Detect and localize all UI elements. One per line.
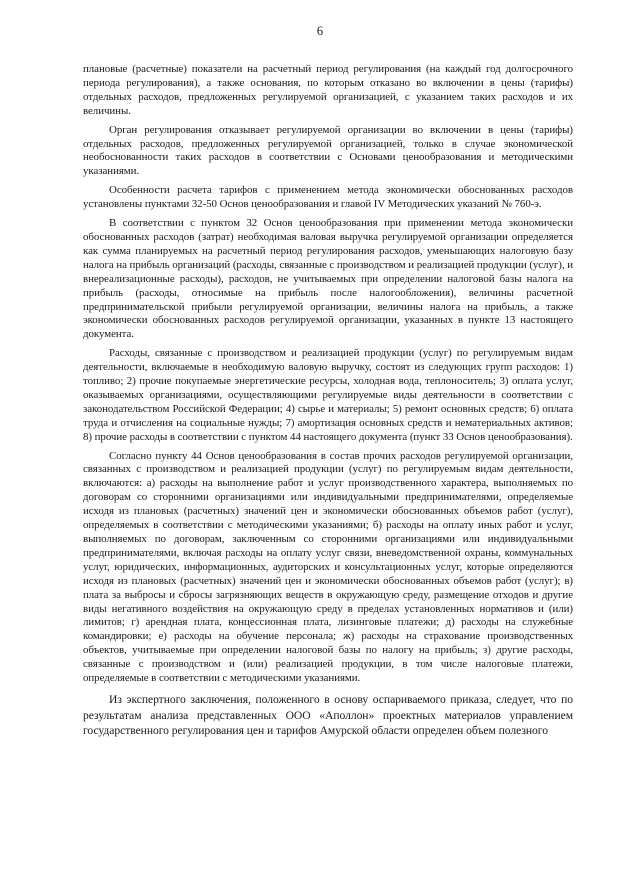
paragraph-expert-conclusion: Из экспертного заключения, положенного в основу оспариваемого приказа, следует, что по результатам анализа представленных ООО «Аполлон» проектных материалов управлением государственного регулирования цен и тарифов Амурской области определен объем полезного (83, 692, 573, 738)
paragraph-tariff-method: Особенности расчета тарифов с применением метода экономически обоснованных расходов установлены пунктами 32-50 Основ ценообразования и главой IV Методических указаний № 760-э. (83, 184, 573, 211)
paragraph-point-32: В соответствии с пунктом 32 Основ ценообразования при применении метода экономически обоснованных расходов (затрат) необходимая валовая выручка регулируемой организации определяется как сумма планируемых на расчетный период регулирования расходов, уменьшающих налоговую базу налога на прибыль организаций (расходы, связанные с производством и реализацией продукции (услуг), и внереализационные расходы), расходов, не учитываемых при определении налоговой базы налога на прибыль (расходы, относимые на прибыль после налогообложения), величины расчетной предпринимательской прибыли регулируемой организации, величины налога на прибыль, а также экономически обоснованных расходов регулируемой организации, указанных в пункте 13 настоящего документа. (83, 217, 573, 341)
page-number: 6 (316, 24, 324, 38)
paragraph-expense-groups: Расходы, связанные с производством и реализацией продукции (услуг) по регулируемым видам деятельности, включаемые в необходимую валовую выручку, состоят из следующих групп расходов: 1) топливо; 2) прочие покупаемые энергетические ресурсы, холодная вода, теплоноситель; 3) оплата услуг, оказываемых организациями, осуществляющими регулируемые виды деятельности в соответствии с законодательством Российской Федерации; 4) сырье и материалы; 5) ремонт основных средств; 6) оплата труда и отчисления на социальные нужды; 7) амортизация основных средств и нематериальных активов; 8) прочие расходы в соответствии с пунктом 44 настоящего документа (пункт 33 Основ ценообразования). (83, 347, 573, 443)
paragraph-refusal-grounds: Орган регулирования отказывает регулируемой организации во включении в цены (тарифы) отдельных расходов, предложенных регулируемой организацией, только в случае экономической необоснованности таких расходов в соответствии с Основами ценообразования и методическими указаниями. (83, 123, 573, 178)
paragraph-point-44: Согласно пункту 44 Основ ценообразования в состав прочих расходов регулируемой организации, связанных с производством и реализацией продукции (услуг) по регулируемым видам деятельности, включаются: а) расходы на выполнение работ и услуг производственного характера, выполняемых по договорам со сторонними организациями или индивидуальными предпринимателями, определяемые исходя из плановых (расчетных) значений цен и экономически обоснованных объемов работ (услуг), определяемых в соответствии с методическими указаниями; б) расходы на оплату иных работ и услуг, выполняемых по договорам, заключенным со сторонними организациями или индивидуальными предпринимателями, включая расходы на оплату услуг связи, вневедомственной охраны, коммунальных услуг, юридических, информационных, аудиторских и консультационных услуг, которые определяются исходя из плановых (расчетных) значений цен и экономически обоснованных объемов работ (услуг); в) плата за выбросы и сбросы загрязняющих веществ в окружающую среду, размещение отходов и другие виды негативного воздействия на окружающую среду в пределах установленных нормативов и (или) лимитов; г) арендная плата, концессионная плата, лизинговые платежи; д) расходы на служебные командировки; е) расходы на обучение персонала; ж) расходы на страхование производственных объектов, учитываемые при определении налоговой базы по налогу на прибыль; з) другие расходы, связанные с производством и (или) реализацией продукции, в том числе налоговые платежи, определяемые в соответствии с методическими указаниями. (83, 449, 573, 685)
document-body (83, 63, 573, 744)
paragraph-continuation: плановые (расчетные) показатели на расчетный период регулирования (на каждый год долгосрочного периода регулирования), а также основания, по которым отказано во включении в цены (тарифы) отдельных расходов, предложенных регулируемой организацией, с указанием таких расходов и их величины. (83, 63, 573, 117)
